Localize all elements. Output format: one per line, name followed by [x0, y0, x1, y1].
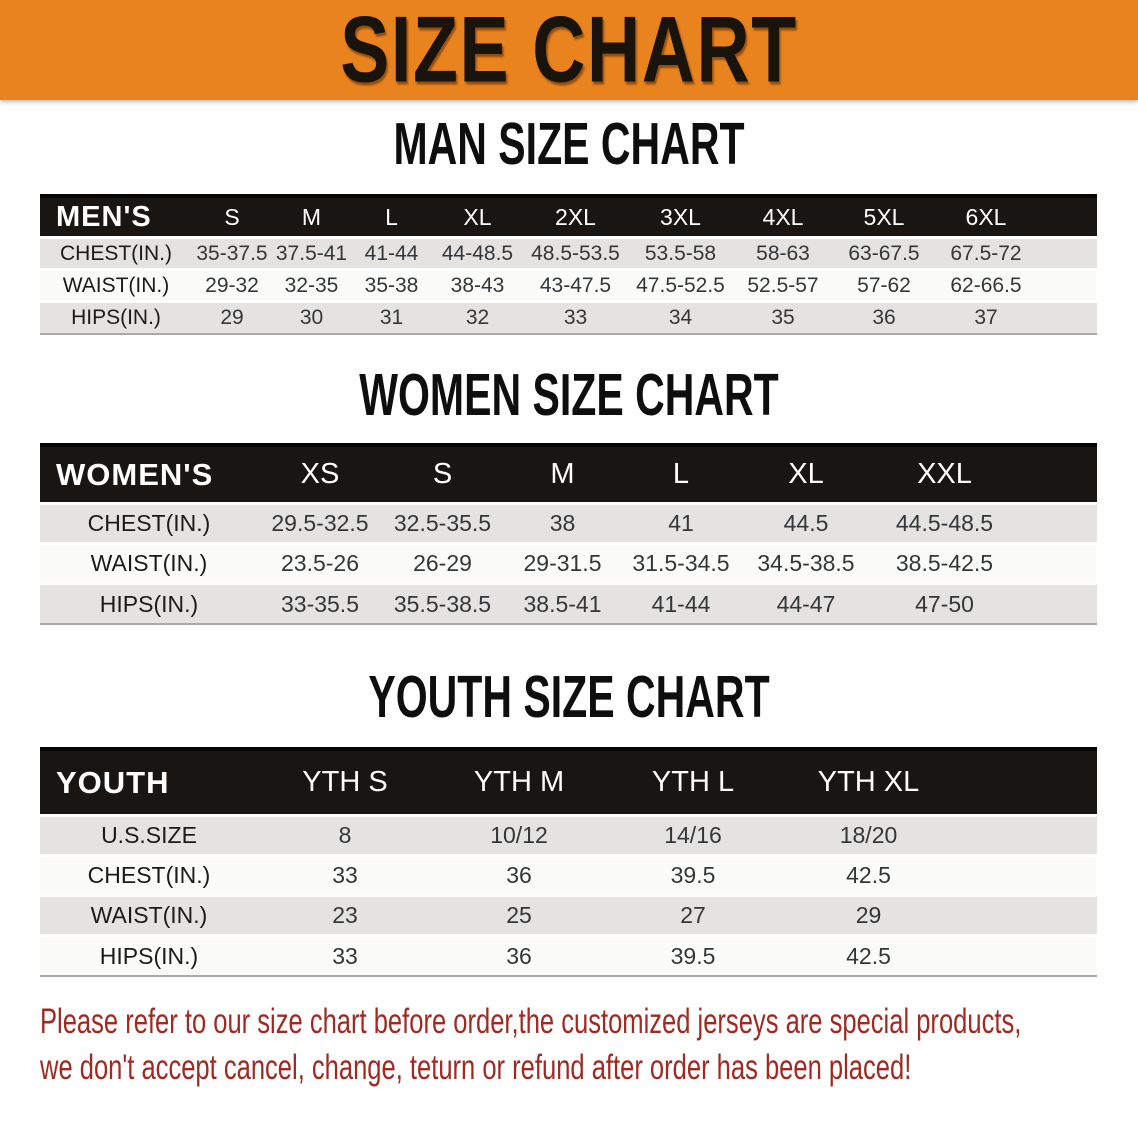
- size-value-cell: 18/20: [780, 817, 957, 857]
- row-label: WAIST(IN.): [40, 545, 258, 585]
- size-value-cell: 35-37.5: [192, 239, 272, 271]
- disclaimer-line-1: Please refer to our size chart before order,the customized jerseys are special products,: [40, 1002, 1022, 1041]
- size-header-cell: 2XL: [523, 194, 628, 239]
- spacer-cell: [957, 897, 1097, 937]
- size-value-cell: 23.5-26: [258, 545, 382, 585]
- size-value-cell: 39.5: [606, 937, 780, 977]
- table-header-row: [40, 747, 1097, 817]
- spacer-cell: [957, 817, 1097, 857]
- size-value-cell: 33: [523, 303, 628, 335]
- size-value-cell: 47-50: [872, 585, 1017, 625]
- women-section-title: [0, 362, 1138, 428]
- table-row: [40, 857, 1097, 897]
- size-value-cell: 34.5-38.5: [740, 545, 872, 585]
- row-label: HIPS(IN.): [40, 585, 258, 625]
- size-value-cell: 36: [432, 937, 606, 977]
- youth-size-table: [40, 747, 1097, 977]
- row-label: WAIST(IN.): [40, 271, 192, 303]
- size-value-cell: 37: [935, 303, 1037, 335]
- size-header-cell: L: [622, 443, 740, 505]
- size-value-cell: 33: [258, 937, 432, 977]
- size-value-cell: 27: [606, 897, 780, 937]
- size-value-cell: 25: [432, 897, 606, 937]
- size-value-cell: 58-63: [733, 239, 833, 271]
- row-label: CHEST(IN.): [40, 857, 258, 897]
- size-value-cell: 41: [622, 505, 740, 545]
- size-header-cell: XS: [258, 443, 382, 505]
- size-value-cell: 44-48.5: [432, 239, 523, 271]
- size-header-cell: L: [351, 194, 432, 239]
- size-value-cell: 48.5-53.5: [523, 239, 628, 271]
- size-header-cell: 6XL: [935, 194, 1037, 239]
- size-value-cell: 57-62: [833, 271, 935, 303]
- spacer-cell: [1037, 239, 1097, 271]
- size-header-cell: XXL: [872, 443, 1017, 505]
- spacer-cell: [1037, 303, 1097, 335]
- size-header-cell: M: [272, 194, 351, 239]
- size-value-cell: 33: [258, 857, 432, 897]
- size-value-cell: 33-35.5: [258, 585, 382, 625]
- row-label: CHEST(IN.): [40, 239, 192, 271]
- size-value-cell: 29-32: [192, 271, 272, 303]
- size-value-cell: 62-66.5: [935, 271, 1037, 303]
- size-value-cell: 31: [351, 303, 432, 335]
- men-size-table: [40, 194, 1097, 335]
- table-title-cell: WOMEN'S: [40, 443, 258, 505]
- table-row: [40, 585, 1097, 625]
- size-value-cell: 32.5-35.5: [382, 505, 503, 545]
- size-value-cell: 35: [733, 303, 833, 335]
- row-label: U.S.SIZE: [40, 817, 258, 857]
- size-value-cell: 44.5-48.5: [872, 505, 1017, 545]
- men-section-title: [0, 111, 1138, 177]
- size-value-cell: 29: [192, 303, 272, 335]
- row-label: HIPS(IN.): [40, 303, 192, 335]
- size-value-cell: 42.5: [780, 857, 957, 897]
- size-header-cell: 4XL: [733, 194, 833, 239]
- size-header-cell: 3XL: [628, 194, 733, 239]
- size-value-cell: 67.5-72: [935, 239, 1037, 271]
- table-header-row: [40, 443, 1097, 505]
- spacer-cell: [1017, 545, 1097, 585]
- size-value-cell: 31.5-34.5: [622, 545, 740, 585]
- table-header-row: [40, 194, 1097, 239]
- spacer-cell: [957, 857, 1097, 897]
- size-value-cell: 36: [432, 857, 606, 897]
- size-value-cell: 36: [833, 303, 935, 335]
- spacer-cell: [1017, 443, 1097, 505]
- size-header-cell: XL: [432, 194, 523, 239]
- disclaimer-line-2: we don't accept cancel, change, teturn or refund after order has been placed!: [40, 1048, 912, 1087]
- spacer-cell: [1017, 585, 1097, 625]
- size-value-cell: 39.5: [606, 857, 780, 897]
- youth-section-title: [0, 664, 1138, 730]
- spacer-cell: [957, 937, 1097, 977]
- size-value-cell: 41-44: [351, 239, 432, 271]
- table-row: [40, 271, 1097, 303]
- size-header-cell: YTH L: [606, 747, 780, 817]
- size-value-cell: 34: [628, 303, 733, 335]
- size-header-cell: YTH XL: [780, 747, 957, 817]
- women-section-title-text: WOMEN SIZE CHART: [359, 362, 779, 428]
- size-value-cell: 35.5-38.5: [382, 585, 503, 625]
- table-title-cell: YOUTH: [40, 747, 258, 817]
- size-value-cell: 41-44: [622, 585, 740, 625]
- women-size-table: [40, 443, 1097, 625]
- size-value-cell: 35-38: [351, 271, 432, 303]
- spacer-cell: [1017, 505, 1097, 545]
- size-header-cell: S: [382, 443, 503, 505]
- table-row: [40, 545, 1097, 585]
- spacer-cell: [1037, 271, 1097, 303]
- table-title-cell: MEN'S: [40, 194, 192, 239]
- size-value-cell: 29: [780, 897, 957, 937]
- table-row: [40, 937, 1097, 977]
- size-header-cell: 5XL: [833, 194, 935, 239]
- banner-title: SIZE CHART: [340, 0, 798, 103]
- men-section-title-text: MAN SIZE CHART: [393, 111, 745, 177]
- size-value-cell: 38-43: [432, 271, 523, 303]
- table-row: [40, 239, 1097, 271]
- size-value-cell: 32-35: [272, 271, 351, 303]
- size-value-cell: 53.5-58: [628, 239, 733, 271]
- spacer-cell: [957, 747, 1097, 817]
- table-row: [40, 303, 1097, 335]
- size-value-cell: 8: [258, 817, 432, 857]
- size-value-cell: 44.5: [740, 505, 872, 545]
- size-value-cell: 52.5-57: [733, 271, 833, 303]
- spacer-cell: [1037, 194, 1097, 239]
- table-row: [40, 817, 1097, 857]
- size-value-cell: 38.5-41: [503, 585, 622, 625]
- table-row: [40, 897, 1097, 937]
- size-header-cell: YTH S: [258, 747, 432, 817]
- row-label: CHEST(IN.): [40, 505, 258, 545]
- size-value-cell: 44-47: [740, 585, 872, 625]
- size-value-cell: 32: [432, 303, 523, 335]
- size-value-cell: 30: [272, 303, 351, 335]
- size-value-cell: 10/12: [432, 817, 606, 857]
- table-row: [40, 505, 1097, 545]
- size-value-cell: 43-47.5: [523, 271, 628, 303]
- row-label: WAIST(IN.): [40, 897, 258, 937]
- size-header-cell: S: [192, 194, 272, 239]
- size-value-cell: 42.5: [780, 937, 957, 977]
- size-value-cell: 14/16: [606, 817, 780, 857]
- size-header-cell: YTH M: [432, 747, 606, 817]
- size-value-cell: 37.5-41: [272, 239, 351, 271]
- size-value-cell: 23: [258, 897, 432, 937]
- size-value-cell: 29.5-32.5: [258, 505, 382, 545]
- size-value-cell: 29-31.5: [503, 545, 622, 585]
- banner: [0, 0, 1138, 103]
- size-value-cell: 38.5-42.5: [872, 545, 1017, 585]
- size-header-cell: XL: [740, 443, 872, 505]
- size-value-cell: 38: [503, 505, 622, 545]
- size-header-cell: M: [503, 443, 622, 505]
- row-label: HIPS(IN.): [40, 937, 258, 977]
- size-value-cell: 47.5-52.5: [628, 271, 733, 303]
- youth-section-title-text: YOUTH SIZE CHART: [368, 664, 770, 730]
- size-value-cell: 26-29: [382, 545, 503, 585]
- size-value-cell: 63-67.5: [833, 239, 935, 271]
- disclaimer: [40, 999, 1138, 1091]
